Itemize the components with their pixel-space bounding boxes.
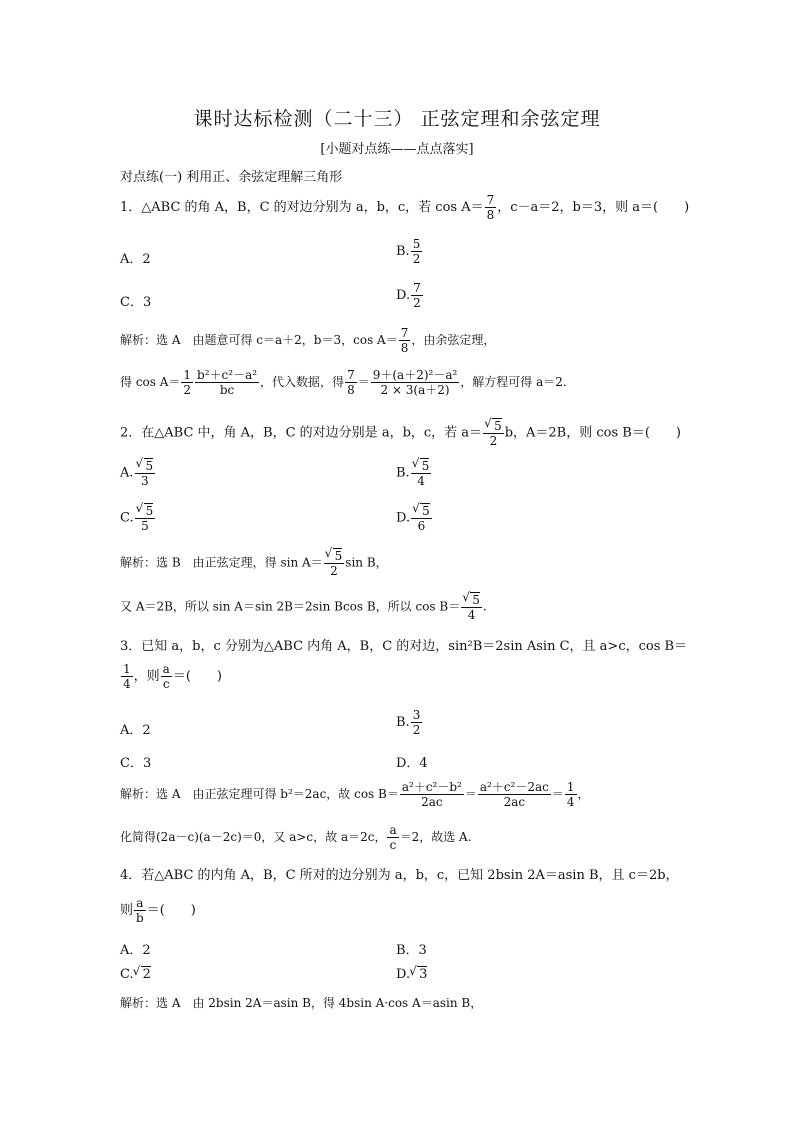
q3-option-b: B. $\frac{3}{2}$ [396, 708, 421, 737]
q1-solution-line-1: 解析：选 A 由题意可得 c＝a＋2，b＝3，cos A＝ $\frac{7}{8}$ ，由余弦定理， [120, 326, 496, 355]
q1-option-c: C．3 [120, 295, 152, 310]
section-heading: 对点练(一) 利用正、余弦定理解三角形 [120, 170, 343, 185]
q1-option-b: B. $\frac{5}{2}$ [396, 237, 421, 266]
page-subtitle: [小题对点练——点点落实] [320, 142, 474, 157]
q4-stem-line-2: 则 $\frac{a}{b}$ ＝( ) [120, 896, 196, 925]
q2-option-d: D. √ $\frac{5}{6}$ [396, 503, 433, 533]
q1-frac: $\frac{7}{8}$ [486, 193, 495, 222]
q3-stem-line-2: $\frac{1}{4}$ ，则 $\frac{a}{c}$ ＝( ) [123, 662, 222, 691]
q4-option-c: C.√ 2 [120, 966, 151, 982]
q4-stem-line-1: 4．若△ABC 的内角 A，B，C 所对的边分别为 a，b，c，已知 2bsin 2A＝asin B，且 c＝2b， [120, 868, 679, 883]
q1-solution-line-2: 得 cos A＝ $\frac{1}{2}$ $\frac{\text{b²＋c²－a²}}{bc}$ ，代入数据，得 $\frac{7}{8}$ ＝ $\frac{\text{9＋(a＋2)²－a²}}{2 \times 3(a+2)}$ ，解方程可得 a＝2. [120, 368, 567, 397]
q4-option-a: A．2 [120, 943, 151, 958]
q3-stem-line-1: 3．已知 a，b，c 分别为△ABC 内角 A，B，C 的对边，sin²B＝2sin Asin C，且 a>c，cos B＝ [120, 639, 688, 654]
q1-stem: 1．△ABC 的角 A，B，C 的对边分别为 a，b，c，若 cos A＝ $\frac{7}{8}$ ，c－a＝2，b＝3，则 a＝( ) [120, 193, 690, 222]
q2-solution-line-2: 又 A＝2B，所以 sin A＝sin 2B＝2sin Bcos B，所以 cos B＝ √ $\frac{5}{4}$ . [120, 592, 487, 622]
q2-solution-line-1: 解析：选 B 由正弦定理，得 sin A＝ √ $\frac{5}{2}$ sin B， [120, 548, 388, 578]
q2-option-b: B. √ $\frac{5}{4}$ [396, 458, 432, 488]
q3-option-d: D．4 [396, 756, 428, 771]
q3-solution-line-1: 解析：选 A 由正弦定理可得 b²＝2ac，故 cos B＝ $\frac{\text{a²＋c²－b²}}{2ac}$ ＝ $\frac{\text{a²＋c²－2ac}}{2ac}$ ＝ $\frac{1}{4}$ ， [120, 780, 590, 809]
q1-option-d: D. $\frac{7}{2}$ [396, 281, 421, 310]
q2-stem: 2．在△ABC 中，角 A，B，C 的对边分别是 a，b，c，若 a＝ √ $\frac{5}{2}$ b，A＝2B，则 cos B＝( ) [120, 418, 681, 448]
q3-option-c: C．3 [120, 756, 152, 771]
q4-solution-line-1: 解析：选 A 由 2bsin 2A＝asin B，得 4bsin A·cos A＝asin B， [120, 996, 483, 1010]
q3-solution-line-2: 化简得(2a－c)(a－2c)＝0，又 a>c，故 a＝2c， $\frac{a}{c}$ ＝2，故选 A. [120, 823, 472, 852]
q1-option-a: A．2 [120, 252, 151, 267]
q3-option-a: A．2 [120, 723, 151, 738]
q4-option-d: D.√ 3 [396, 966, 427, 982]
q2-option-c: C. √ $\frac{5}{5}$ [120, 503, 156, 533]
q2-option-a: A. √ $\frac{5}{3}$ [120, 458, 156, 488]
q4-option-b: B．3 [396, 943, 427, 958]
page-title: 课时达标检测（二十三） 正弦定理和余弦定理 [193, 108, 601, 130]
